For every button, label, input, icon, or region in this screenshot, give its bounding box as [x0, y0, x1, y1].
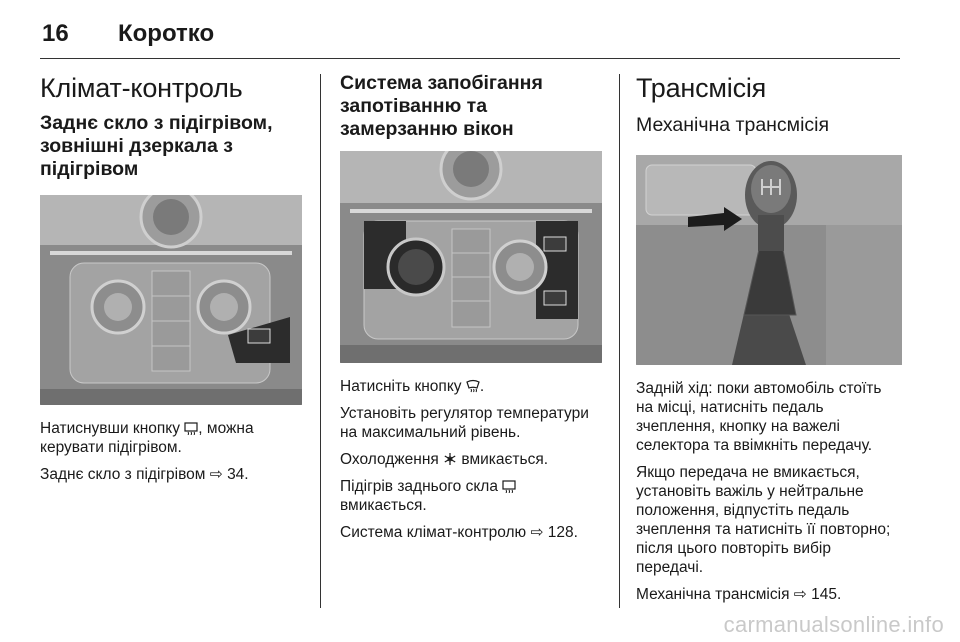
paragraph-rear-heating: Підігрів заднього скла вмикається.: [340, 477, 602, 515]
page-header: [40, 14, 920, 54]
paragraph-press-button: Натисніть кнопку .: [340, 378, 485, 395]
paragraph-heated-button: Натиснувши кнопку , можна керувати підігрівом.: [40, 420, 254, 456]
column-divider-1: [320, 74, 321, 608]
climate-panel-illustration: [40, 195, 302, 405]
climate-panel-photo: [40, 195, 302, 405]
page-reference-arrow-icon: ⇨: [209, 466, 228, 483]
section-title-climate: Клімат-контроль: [40, 73, 243, 103]
page-number: 16: [42, 20, 69, 47]
section-title-transmission: Трансмісія: [636, 73, 767, 103]
page-reference: 34.: [227, 466, 249, 483]
windscreen-defrost-icon: [466, 379, 480, 393]
column-divider-2: [619, 74, 620, 608]
page-reference: 128.: [547, 524, 578, 541]
snowflake-icon: [443, 452, 457, 466]
paragraph-climate-ref: Система клімат-контролю ⇨ 128.: [340, 524, 578, 541]
paragraph-transmission-ref: Механічна трансмісія ⇨ 145.: [636, 586, 842, 603]
paragraph-gear-not-engaged: Якщо передача не вмикається, установіть важіль у нейтральне положення, відпустіть педаль зчеплення та натисніть її повторно; після цього повторіть вибір передачі.: [636, 464, 891, 576]
column-transmission: [636, 72, 902, 604]
page-reference-arrow-icon: ⇨: [530, 524, 548, 541]
page-reference: 145.: [811, 586, 842, 603]
column-defog: [340, 72, 602, 542]
gear-lever-illustration: [636, 155, 902, 365]
defog-panel-photo: [340, 151, 602, 363]
running-title: Коротко: [118, 20, 215, 47]
watermark: carmanualsonline.info: [723, 612, 944, 637]
paragraph-reverse: Задній хід: поки автомобіль стоїть на місці, натисніть педаль зчеплення, кнопку на важелі селектора та ввімкніть передачу.: [636, 380, 882, 454]
page-reference-arrow-icon: ⇨: [793, 586, 812, 603]
defog-panel-illustration: [340, 151, 602, 363]
gear-lever-photo: [636, 155, 902, 365]
rear-defrost-icon: [502, 479, 516, 493]
subsection-title-manual: Механічна трансмісія: [636, 114, 830, 136]
subsection-title-heated-glass: Заднє скло з підігрівом, зовнішні дзеркала з підігрівом: [40, 112, 273, 180]
section-title-defog: Система запобігання запотіванню та замерзанню вікон: [340, 72, 543, 140]
header-rule: [40, 58, 900, 59]
column-climate: [40, 72, 302, 484]
paragraph-cooling: Охолодження вмикається.: [340, 451, 549, 468]
rear-defrost-icon: [184, 421, 198, 435]
paragraph-set-temperature: Установіть регулятор температури на максимальний рівень.: [340, 405, 589, 441]
paragraph-rear-glass-ref: Заднє скло з підігрівом ⇨ 34.: [40, 466, 249, 483]
